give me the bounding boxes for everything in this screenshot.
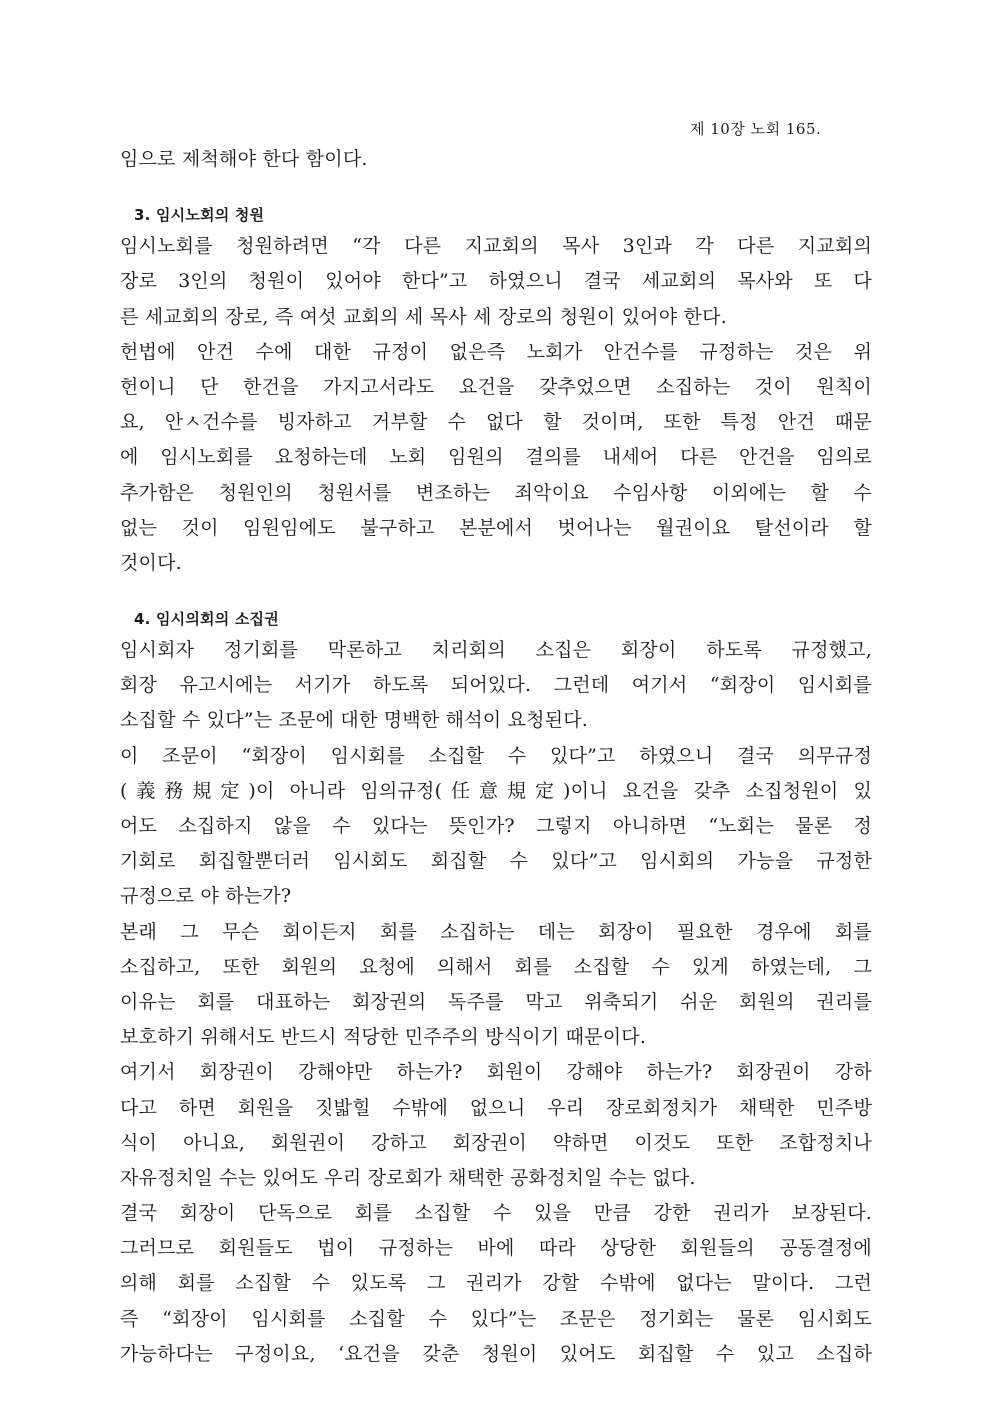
paragraph-line: 임시회자 정기회를 막론하고 치리회의 소집은 회장이 하도록 규정했고,: [120, 639, 872, 662]
paragraph-line: 요, 안ㅅ건수를 빙자하고 거부할 수 없다 할 것이며, 또한 특정 안건 때문: [120, 411, 872, 434]
section-4-heading: 4. 임시의회의 소집권: [134, 610, 279, 629]
paragraph-line: 추가함은 청원인의 청원서를 변조하는 죄악이요 수임사항 이외에는 할 수: [120, 481, 872, 504]
paragraph-line: 어도 소집하지 않을 수 있다는 뜻인가? 그렇지 아니하면 “노회는 물론 정: [120, 815, 872, 837]
running-header: 제 10장 노회 165.: [690, 120, 822, 138]
paragraph-line: 회장 유고시에는 서기가 하도록 되어있다. 그런데 여기서 “회장이 임시회를: [120, 674, 872, 697]
paragraph-line: 기회로 회집할뿐더러 임시회도 회집할 수 있다”고 임시회의 가능을 규정한: [120, 850, 872, 873]
paragraph-line: 헌법에 안건 수에 대한 규정이 없은즉 노회가 안건수를 규정하는 것은 위: [120, 340, 872, 363]
paragraph-line: 이 조문이 “회장이 임시회를 소집할 수 있다”고 하였으니 결국 의무규정: [120, 744, 872, 767]
paragraph-line: 식이 아니요, 회원권이 강하고 회장권이 약하면 이것도 또한 조합정치나: [120, 1131, 872, 1154]
paragraph-line: 본래 그 무슨 회이든지 회를 소집하는 데는 회장이 필요한 경우에 회를: [120, 920, 872, 943]
paragraph-line: 에 임시노회를 요청하는데 노회 임원의 결의를 내세어 다른 안건을 임의로: [120, 446, 872, 469]
paragraph-line: 의해 회를 소집할 수 있도록 그 권리가 강할 수밖에 없다는 말이다. 그런: [120, 1272, 872, 1295]
paragraph-line: 규정으로 야 하는가?: [120, 885, 292, 908]
paragraph-line: (義務規定)이 아니라 임의규정(任意規定)이니 요건을 갖추 소집청원이 있: [120, 779, 872, 802]
paragraph-line: 여기서 회장권이 강해야만 하는가? 회원이 강해야 하는가? 회장권이 강하: [120, 1061, 872, 1084]
paragraph-line: 다고 하면 회원을 짓밟힐 수밖에 없으니 우리 장로회정치가 채택한 민주방: [120, 1096, 872, 1119]
paragraph-line: 른 세교회의 장로, 즉 여섯 교회의 세 목사 세 장로의 청원이 있어야 한다.: [120, 305, 727, 328]
section-gap: [120, 177, 872, 201]
paragraph-line: 임시노회를 청원하려면 “각 다른 지교회의 목사 3인과 각 다른 지교회의: [120, 235, 872, 258]
paragraph-line: 즉 “회장이 임시회를 소집할 수 있다”는 조문은 정기회는 물론 임시회도: [120, 1307, 872, 1330]
paragraph-line: 헌이니 단 한건을 가지고서라도 요건을 갖추었으면 소집하는 것이 원칙이: [120, 375, 872, 398]
section-3-heading: 3. 임시노회의 청원: [134, 206, 265, 225]
paragraph-line: 소집할 수 있다”는 조문에 대한 명백한 해석이 요청된다.: [120, 709, 589, 732]
paragraph-line: 이유는 회를 대표하는 회장권의 독주를 막고 위축되기 쉬운 회원의 권리를: [120, 990, 872, 1013]
paragraph-line: 그러므로 회원들도 법이 규정하는 바에 따라 상당한 회원들의 공동결정에: [120, 1237, 872, 1260]
section-gap: [120, 581, 872, 605]
paragraph-line: 자유정치일 수는 있어도 우리 장로회가 채택한 공화정치일 수는 없다.: [120, 1166, 696, 1189]
section-4-body: [120, 633, 872, 1372]
body-text: [120, 142, 872, 1372]
paragraph-line: 소집하고, 또한 회원의 요청에 의해서 회를 소집할 수 있게 하였는데, 그: [120, 955, 872, 978]
intro-line: 임으로 제척해야 한다 함이다.: [120, 148, 368, 170]
paragraph-line: 가능하다는 구정이요, ‘요건을 갖춘 청원이 있어도 회집할 수 있고 소집하: [120, 1342, 872, 1365]
paragraph-line: 결국 회장이 단독으로 회를 소집할 수 있을 만큼 강한 권리가 보장된다.: [120, 1202, 872, 1225]
paragraph-line: 없는 것이 임원임에도 불구하고 본분에서 벗어나는 월권이요 탈선이라 할: [120, 516, 872, 539]
paragraph-line: 장로 3인의 청원이 있어야 한다”고 하였으니 결국 세교회의 목사와 또 다: [120, 270, 872, 293]
paragraph-line: 것이다.: [120, 551, 182, 574]
section-3-body: [120, 229, 872, 581]
paragraph-line: 보호하기 위해서도 반드시 적당한 민주주의 방식이기 때문이다.: [120, 1026, 647, 1049]
